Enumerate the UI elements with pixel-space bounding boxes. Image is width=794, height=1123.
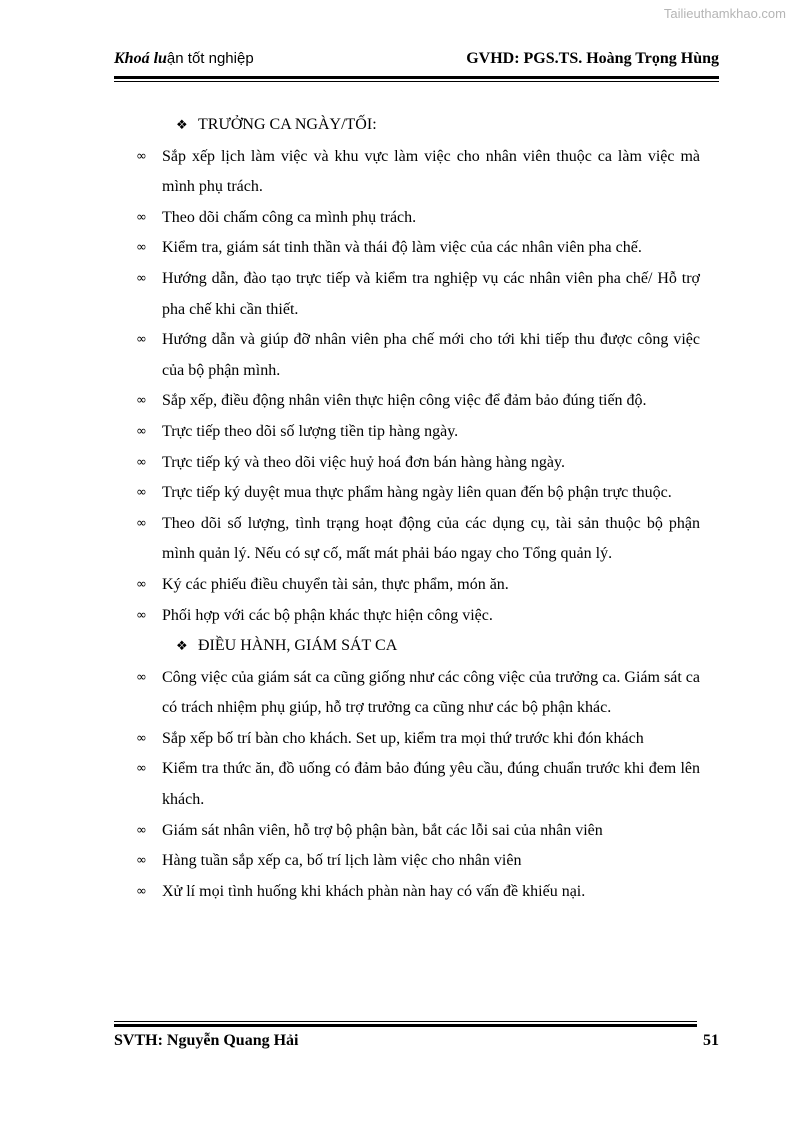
list-item-text: Giám sát nhân viên, hỗ trợ bộ phận bàn, bắt các lỗi sai của nhân viên bbox=[162, 821, 603, 839]
section-title: TRƯỞNG CA NGÀY/TỐI: bbox=[198, 116, 377, 133]
list-item bbox=[136, 478, 700, 509]
list-item-text: Sắp xếp lịch làm việc và khu vực làm việc cho nhân viên thuộc ca làm việc mà mình phụ trách. bbox=[162, 147, 700, 196]
list-item bbox=[136, 663, 700, 724]
header-left-rest: ận tốt nghiệp bbox=[166, 50, 254, 67]
watermark: Tailieuthamkhao.com bbox=[663, 6, 786, 21]
infinity-bullet-icon: ∞ bbox=[136, 485, 147, 501]
infinity-bullet-icon: ∞ bbox=[136, 148, 147, 164]
list-item-text: Hướng dẫn, đào tạo trực tiếp và kiểm tra nghiệp vụ các nhân viên pha chế/ Hỗ trợ pha chế khi cần thiết. bbox=[162, 269, 700, 318]
list-item-text: Kiểm tra, giám sát tinh thần và thái độ làm việc của các nhân viên pha chế. bbox=[162, 239, 642, 257]
infinity-bullet-icon: ∞ bbox=[136, 240, 147, 256]
diamond-bullet-icon: ❖ bbox=[176, 639, 188, 655]
infinity-bullet-icon: ∞ bbox=[136, 270, 147, 286]
header-rule-thin bbox=[114, 81, 719, 82]
infinity-bullet-icon: ∞ bbox=[136, 853, 147, 869]
infinity-bullet-icon: ∞ bbox=[136, 730, 147, 746]
list-item-text: Sắp xếp, điều động nhân viên thực hiện công việc để đảm bảo đúng tiến độ. bbox=[162, 392, 647, 410]
section-heading bbox=[136, 110, 700, 142]
infinity-bullet-icon: ∞ bbox=[136, 761, 147, 777]
section-title: ĐIỀU HÀNH, GIÁM SÁT CA bbox=[198, 637, 398, 655]
list-item bbox=[136, 203, 700, 234]
infinity-bullet-icon: ∞ bbox=[136, 423, 147, 439]
infinity-bullet-icon: ∞ bbox=[136, 454, 147, 470]
diamond-bullet-icon: ❖ bbox=[176, 118, 188, 133]
list-item bbox=[136, 417, 700, 448]
header-left-italic: Khoá lu bbox=[114, 50, 167, 67]
list-item-text: Hướng dẫn và giúp đỡ nhân viên pha chế mới cho tới khi tiếp thu được công việc của bộ phận mình. bbox=[162, 331, 700, 379]
footer-rule-thin bbox=[114, 1021, 697, 1022]
list-item-text: Công việc của giám sát ca cũng giống như các công việc của trưởng ca. Giám sát ca có trách nhiệm phụ giúp, hỗ trợ trưởng ca cũng như các bộ phận khác. bbox=[162, 668, 700, 717]
footer-rule-thick bbox=[114, 1024, 697, 1027]
infinity-bullet-icon: ∞ bbox=[136, 393, 147, 409]
list-item-text: Sắp xếp bố trí bàn cho khách. Set up, kiểm tra mọi thứ trước khi đón khách bbox=[162, 729, 644, 747]
list-item-text: Phối hợp với các bộ phận khác thực hiện công việc. bbox=[162, 606, 493, 624]
list-item-text: Kiểm tra thức ăn, đồ uống có đảm bảo đúng yêu cầu, đúng chuẩn trước khi đem lên khách. bbox=[162, 760, 700, 809]
list-item-text: Trực tiếp theo dõi số lượng tiền tip hàng ngày. bbox=[162, 422, 459, 440]
list-item bbox=[136, 570, 700, 601]
list-item-text: Ký các phiếu điều chuyển tài sản, thực phẩm, món ăn. bbox=[162, 575, 509, 593]
infinity-bullet-icon: ∞ bbox=[136, 576, 147, 592]
list-item bbox=[136, 233, 700, 264]
infinity-bullet-icon: ∞ bbox=[136, 209, 147, 225]
infinity-bullet-icon: ∞ bbox=[136, 332, 147, 348]
page-header bbox=[114, 50, 719, 72]
list-item-text: Trực tiếp ký duyệt mua thực phẩm hàng ngày liên quan đến bộ phận trực thuộc. bbox=[162, 484, 672, 502]
infinity-bullet-icon: ∞ bbox=[136, 515, 147, 531]
list-item-text: Hàng tuần sắp xếp ca, bố trí lịch làm việc cho nhân viên bbox=[162, 852, 522, 870]
list-item bbox=[136, 325, 700, 386]
page-footer bbox=[114, 1032, 719, 1054]
infinity-bullet-icon: ∞ bbox=[136, 607, 147, 623]
infinity-bullet-icon: ∞ bbox=[136, 883, 147, 899]
list-item-text: Theo dõi chấm công ca mình phụ trách. bbox=[162, 208, 417, 226]
header-supervisor: GVHD: PGS.TS. Hoàng Trọng Hùng bbox=[466, 50, 719, 67]
list-item bbox=[136, 264, 700, 325]
list-item-text: Xử lí mọi tình huống khi khách phàn nàn hay có vấn đề khiếu nại. bbox=[162, 882, 586, 900]
list-item bbox=[136, 816, 700, 847]
infinity-bullet-icon: ∞ bbox=[136, 822, 147, 838]
list-item bbox=[136, 509, 700, 570]
list-item-text: Theo dõi số lượng, tình trạng hoạt động của các dụng cụ, tài sản thuộc bộ phận mình quản lý. Nếu có sự cố, mất mát phải báo ngay cho Tổng quản lý. bbox=[162, 514, 700, 563]
section-heading bbox=[136, 631, 700, 663]
list-item bbox=[136, 846, 700, 877]
list-item bbox=[136, 448, 700, 479]
list-item bbox=[136, 877, 700, 908]
header-left bbox=[114, 50, 254, 68]
page-number: 51 bbox=[703, 1032, 719, 1049]
header-rule-thick bbox=[114, 76, 719, 79]
footer-student: SVTH: Nguyễn Quang Hải bbox=[114, 1032, 299, 1049]
list-item bbox=[136, 601, 700, 632]
list-item bbox=[136, 386, 700, 417]
list-item bbox=[136, 142, 700, 203]
document-body bbox=[136, 110, 700, 907]
infinity-bullet-icon: ∞ bbox=[136, 669, 147, 685]
list-item bbox=[136, 754, 700, 815]
list-item bbox=[136, 724, 700, 755]
list-item-text: Trực tiếp ký và theo dõi việc huỷ hoá đơn bán hàng hàng ngày. bbox=[162, 453, 565, 471]
